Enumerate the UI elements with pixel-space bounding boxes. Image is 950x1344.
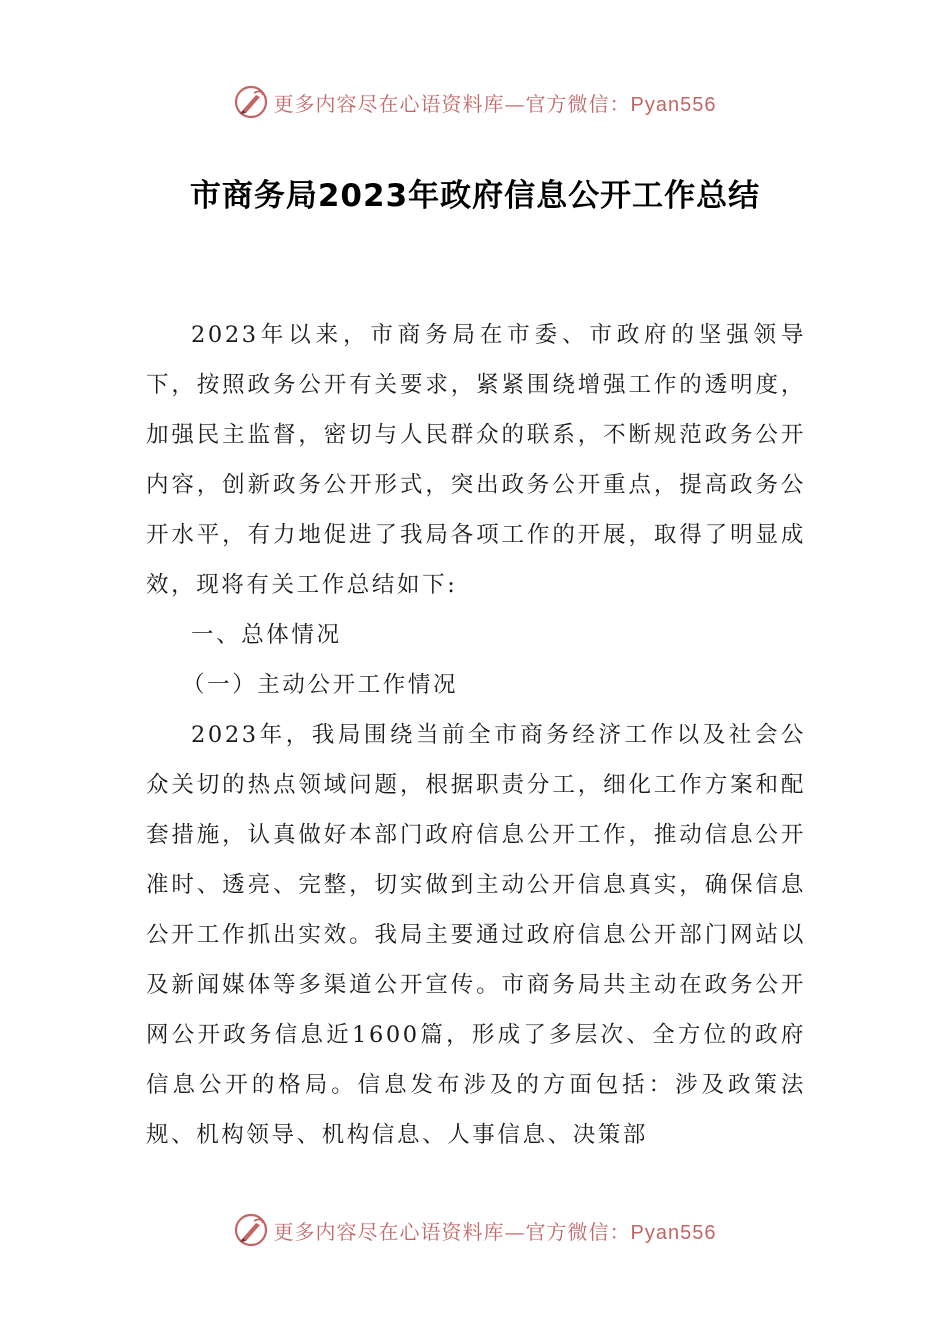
document-title: 市商务局2023年政府信息公开工作总结: [189, 178, 761, 214]
header-watermark-banner: [0, 82, 950, 122]
watermark-text: 更多内容尽在心语资料库—官方微信：Pyan556: [273, 91, 717, 116]
footer-watermark-banner: [0, 1210, 950, 1250]
pen-logo-icon: [234, 1213, 268, 1247]
paragraph-intro: 2023年以来，市商务局在市委、市政府的坚强领导下，按照政务公开有关要求，紧紧围绕增强工作的透明度，加强民主监督，密切与人民群众的联系，不断规范政务公开内容，创新政务公开形式，突出政务公开重点，提高政务公开水平，有力地促进了我局各项工作的开展，取得了明显成效，现将有关工作总结如下:: [146, 322, 806, 598]
wechat-id: Pyan556: [630, 1221, 717, 1244]
document-body: [146, 310, 806, 1160]
pen-logo-icon: [234, 85, 268, 119]
subsection-heading: （一）主动公开工作情况: [182, 672, 459, 698]
wechat-id: Pyan556: [630, 93, 717, 116]
watermark-text: 更多内容尽在心语资料库—官方微信：Pyan556: [273, 1219, 717, 1244]
section-heading: 一、总体情况: [191, 622, 342, 648]
paragraph-active-disclosure: 2023年，我局围绕当前全市商务经济工作以及社会公众关切的热点领域问题，根据职责分工，细化工作方案和配套措施，认真做好本部门政府信息公开工作，推动信息公开准时、透亮、完整，切实做到主动公开信息真实，确保信息公开工作抓出实效。我局主要通过政府信息公开部门网站以及新闻媒体等多渠道公开宣传。市商务局共主动在政务公开网公开政务信息近1600篇，形成了多层次、全方位的政府信息公开的格局。信息发布涉及的方面包括：涉及政策法规、机构领导、机构信息、人事信息、决策部: [146, 722, 806, 1148]
